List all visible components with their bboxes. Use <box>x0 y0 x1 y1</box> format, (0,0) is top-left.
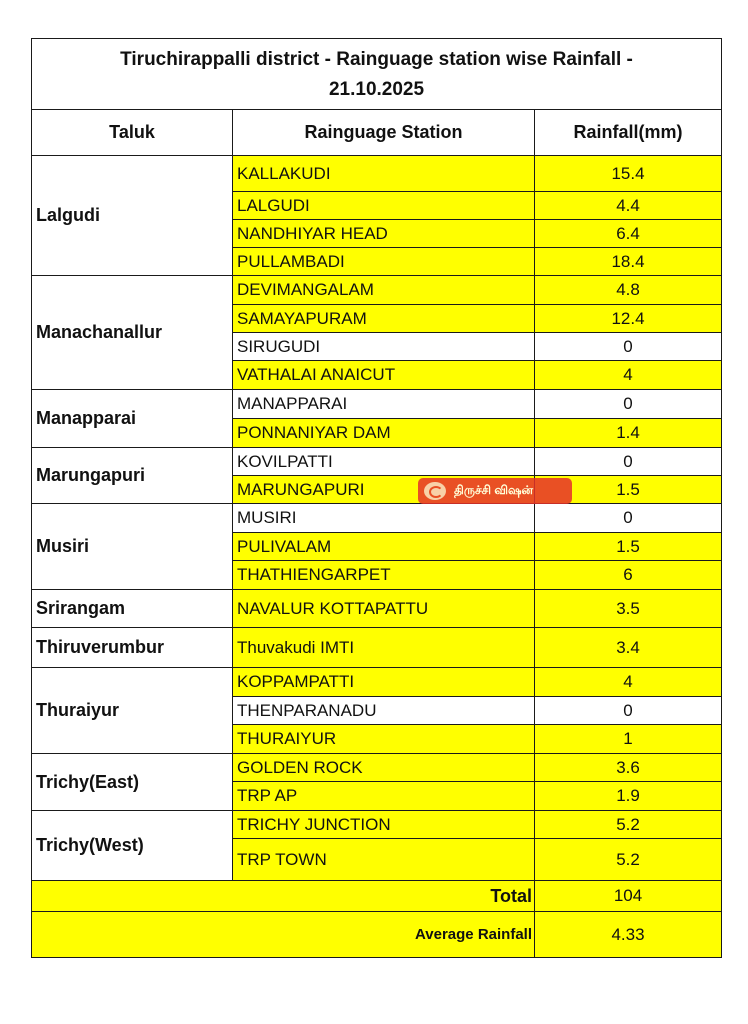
rainfall-cell: 0 <box>535 697 722 725</box>
title-row <box>32 39 722 110</box>
station-cell: TRP TOWN <box>233 839 535 881</box>
station-cell: VATHALAI ANAICUT <box>233 361 535 390</box>
taluk-cell: Manachanallur <box>32 276 233 390</box>
rainfall-cell: 6 <box>535 561 722 590</box>
station-cell: Thuvakudi IMTI <box>233 628 535 668</box>
header-station: Rainguage Station <box>233 110 535 156</box>
rainfall-report <box>31 38 721 958</box>
table-row <box>32 811 722 839</box>
taluk-cell: Lalgudi <box>32 156 233 276</box>
station-cell: SAMAYAPURAM <box>233 305 535 333</box>
rainfall-cell: 12.4 <box>535 305 722 333</box>
rainfall-cell: 1.4 <box>535 419 722 448</box>
station-cell: MARUNGAPURI <box>233 476 535 504</box>
rainfall-cell: 15.4 <box>535 156 722 192</box>
rainfall-cell: 3.6 <box>535 754 722 782</box>
rainfall-cell: 0 <box>535 504 722 533</box>
rainfall-cell: 1.5 <box>535 476 722 504</box>
station-cell: TRP AP <box>233 782 535 811</box>
taluk-cell: Marungapuri <box>32 448 233 504</box>
rainfall-cell: 1 <box>535 725 722 754</box>
taluk-cell: Trichy(West) <box>32 811 233 881</box>
table-row <box>32 390 722 419</box>
taluk-cell: Thuraiyur <box>32 668 233 754</box>
taluk-cell: Thiruverumbur <box>32 628 233 668</box>
station-cell: THURAIYUR <box>233 725 535 754</box>
taluk-cell: Trichy(East) <box>32 754 233 811</box>
rainfall-cell: 3.5 <box>535 590 722 628</box>
station-cell: TRICHY JUNCTION <box>233 811 535 839</box>
station-cell: NANDHIYAR HEAD <box>233 220 535 248</box>
rainfall-cell: 6.4 <box>535 220 722 248</box>
taluk-cell: Musiri <box>32 504 233 590</box>
station-cell: LALGUDI <box>233 192 535 220</box>
rainfall-cell: 4.8 <box>535 276 722 305</box>
average-value: 4.33 <box>535 912 722 958</box>
rainfall-cell: 4 <box>535 668 722 697</box>
title-line-2: 21.10.2025 <box>328 79 425 100</box>
rainfall-cell: 4.4 <box>535 192 722 220</box>
table-row <box>32 668 722 697</box>
title-line-1: Tiruchirappalli district - Rainguage station wise Rainfall - <box>120 49 633 70</box>
station-cell: DEVIMANGALAM <box>233 276 535 305</box>
watermark-text: திருச்சி விஷன் <box>454 483 534 497</box>
rainfall-cell: 5.2 <box>535 811 722 839</box>
rainfall-table <box>31 38 722 958</box>
rainfall-cell: 0 <box>535 448 722 476</box>
station-cell: THATHIENGARPET <box>233 561 535 590</box>
table-row <box>32 448 722 476</box>
station-cell: KOPPAMPATTI <box>233 668 535 697</box>
report-title <box>32 39 722 110</box>
station-cell: KALLAKUDI <box>233 156 535 192</box>
station-cell: PULLAMBADI <box>233 248 535 276</box>
rainfall-cell: 1.5 <box>535 533 722 561</box>
station-cell: PULIVALAM <box>233 533 535 561</box>
table-row <box>32 504 722 533</box>
total-row <box>32 881 722 912</box>
taluk-cell: Srirangam <box>32 590 233 628</box>
station-cell: KOVILPATTI <box>233 448 535 476</box>
table-row <box>32 590 722 628</box>
rainfall-cell: 0 <box>535 390 722 419</box>
station-cell: SIRUGUDI <box>233 333 535 361</box>
total-value: 104 <box>535 881 722 912</box>
watermark-logo-icon <box>424 482 446 500</box>
rainfall-cell: 3.4 <box>535 628 722 668</box>
station-cell: GOLDEN ROCK <box>233 754 535 782</box>
total-label: Total <box>32 881 535 912</box>
header-taluk: Taluk <box>32 110 233 156</box>
station-cell: MANAPPARAI <box>233 390 535 419</box>
taluk-cell: Manapparai <box>32 390 233 448</box>
station-cell: NAVALUR KOTTAPATTU <box>233 590 535 628</box>
table-row <box>32 276 722 305</box>
average-row <box>32 912 722 958</box>
header-rainfall: Rainfall(mm) <box>535 110 722 156</box>
rainfall-cell: 5.2 <box>535 839 722 881</box>
table-row <box>32 156 722 192</box>
header-row <box>32 110 722 156</box>
rainfall-cell: 4 <box>535 361 722 390</box>
average-label: Average Rainfall <box>32 912 535 958</box>
rainfall-cell: 18.4 <box>535 248 722 276</box>
table-row <box>32 754 722 782</box>
rainfall-cell: 1.9 <box>535 782 722 811</box>
watermark-badge <box>418 478 572 504</box>
station-cell: MUSIRI <box>233 504 535 533</box>
table-row <box>32 628 722 668</box>
station-cell: THENPARANADU <box>233 697 535 725</box>
rainfall-cell: 0 <box>535 333 722 361</box>
station-cell: PONNANIYAR DAM <box>233 419 535 448</box>
